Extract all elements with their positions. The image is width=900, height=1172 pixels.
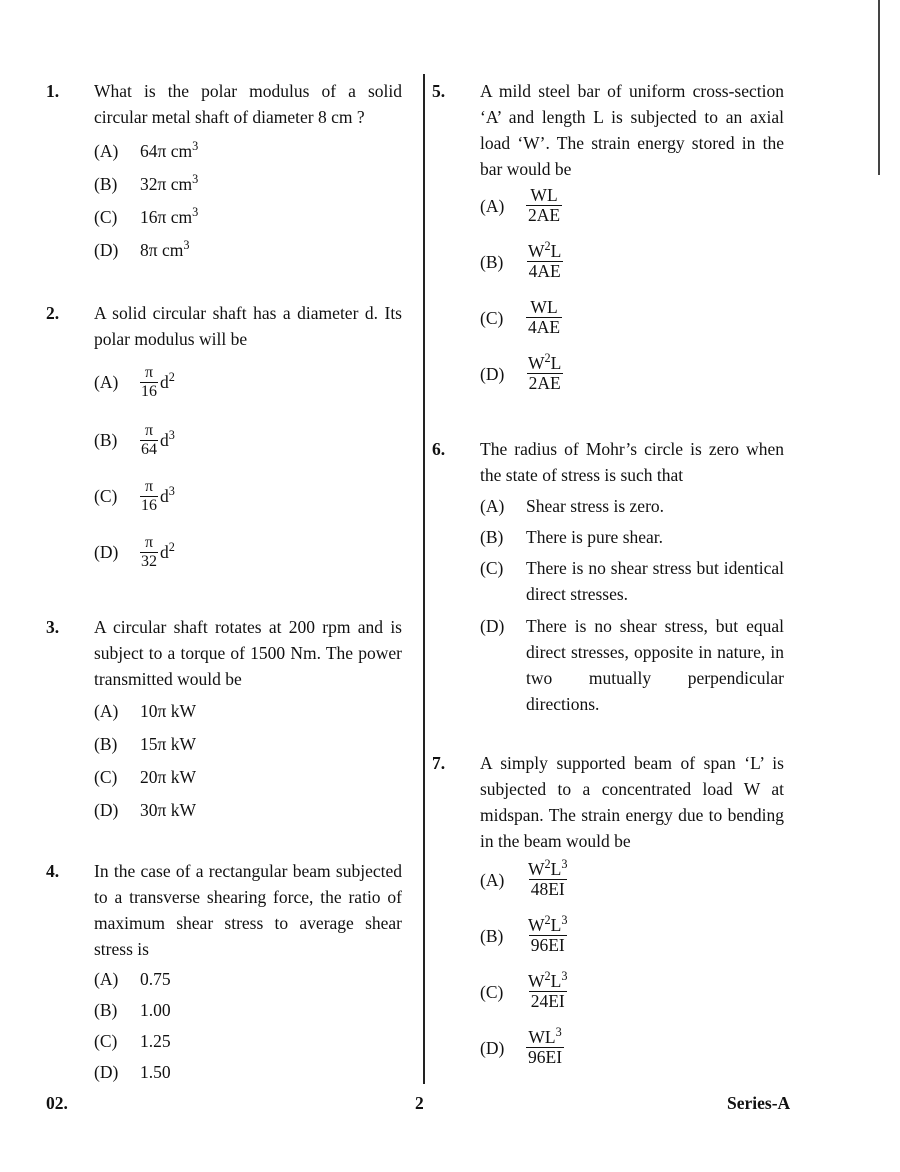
option-label: (C): [94, 767, 118, 787]
option-label: (B): [94, 174, 118, 194]
option-label: (B): [480, 251, 504, 272]
question-1: [46, 78, 402, 260]
option-a: [480, 186, 562, 226]
exam-code: 02.: [46, 1093, 68, 1113]
option-text: 1.25: [140, 1031, 171, 1051]
question-text: In the case of a rectangular beam subjected to a transverse shearing force, the ratio of maximum shear stress to average shear stress is: [94, 861, 402, 959]
option-text: 1.50: [140, 1062, 171, 1082]
option-text: 30π kW: [140, 800, 196, 820]
page-edge-line: [878, 0, 880, 175]
fraction: $\frac{\pi}{16}$: [141, 478, 157, 514]
question-text: What is the polar modulus of a solid circular metal shaft of diameter 8 cm ?: [94, 81, 402, 127]
option-text: 64π cm: [140, 141, 193, 161]
option-c: (C) $\frac{\pi}{16}$ $d^3$: [94, 478, 175, 514]
option-b: [94, 731, 196, 757]
option-b: [480, 239, 563, 282]
option-label: (A): [94, 141, 119, 161]
option-label: (D): [94, 1062, 119, 1082]
question-7: [432, 750, 784, 1068]
option-label: (D): [480, 616, 505, 636]
option-label: (B): [94, 1000, 118, 1020]
option-c: [480, 298, 562, 338]
option-label: (A): [94, 372, 119, 393]
option-a: [480, 493, 664, 519]
option-a: (A) $\frac{\pi}{16}$ $d^2$: [94, 364, 175, 400]
fraction: $\frac{WL}{2AE}$: [528, 185, 561, 226]
fraction: $\frac{WL^3}{96EI}$: [528, 1025, 563, 1068]
exponent: 3: [192, 205, 199, 220]
option-text: There is pure shear.: [526, 527, 664, 547]
question-number: 7.: [432, 753, 446, 773]
option-d: [94, 237, 189, 263]
option-text: 15π kW: [140, 734, 196, 754]
question-text: A simply supported beam of span ‘L’ is subjected to a concentrated load W at midspan. The strain energy due to bending in the beam would be: [480, 753, 784, 851]
question-number: 3.: [46, 617, 60, 637]
option-label: (B): [94, 734, 118, 754]
option-label: (B): [480, 527, 504, 547]
option-label: (A): [94, 701, 119, 721]
option-label: (C): [94, 486, 118, 507]
option-label: (C): [480, 981, 504, 1002]
option-text: 16π cm: [140, 207, 193, 227]
fraction: $\frac{\pi}{32}$: [141, 534, 157, 570]
option-d: [480, 613, 784, 717]
exponent: 3: [192, 172, 199, 187]
fraction: $\frac{WL}{4AE}$: [528, 297, 561, 338]
fraction: $\frac{W^2L^3}{96EI}$: [528, 913, 568, 956]
option-label: (D): [94, 800, 119, 820]
question-4: [46, 858, 402, 1082]
exponent: 3: [192, 139, 199, 154]
option-d: [94, 1059, 171, 1085]
option-a: [480, 857, 569, 900]
option-label: (D): [480, 1037, 505, 1058]
option-label: (B): [480, 925, 504, 946]
option-label: (C): [94, 1031, 118, 1051]
option-b: [94, 171, 198, 197]
fraction: $\frac{W^2L}{2AE}$: [528, 351, 562, 394]
option-label: (D): [94, 542, 119, 563]
question-3: [46, 614, 402, 820]
question-number: 1.: [46, 81, 60, 101]
option-label: (C): [480, 307, 504, 328]
option-c: [480, 555, 784, 607]
column-divider: [423, 74, 425, 1084]
option-text: There is no shear stress but identical direct stresses.: [526, 558, 784, 604]
option-b: [480, 524, 663, 550]
option-text: Shear stress is zero.: [526, 496, 665, 516]
option-text: 20π kW: [140, 767, 196, 787]
option-text: 10π kW: [140, 701, 196, 721]
question-text: The radius of Mohr’s circle is zero when the state of stress is such that: [480, 439, 784, 485]
option-d: [480, 351, 563, 394]
fraction: $\frac{\pi}{64}$: [141, 422, 157, 458]
option-label: (C): [94, 207, 118, 227]
question-number: 2.: [46, 303, 60, 323]
option-a: [94, 966, 171, 992]
question-number: 5.: [432, 81, 446, 101]
option-label: (B): [94, 430, 118, 451]
option-label: (A): [480, 195, 505, 216]
option-b: [480, 913, 569, 956]
fraction: $\frac{\pi}{16}$: [141, 364, 157, 400]
option-c: [480, 969, 569, 1012]
option-label: (A): [94, 969, 119, 989]
option-d: [94, 797, 196, 823]
option-text: 1.00: [140, 1000, 171, 1020]
option-a: [94, 138, 198, 164]
option-text: 0.75: [140, 969, 171, 989]
option-text: 32π cm: [140, 174, 193, 194]
page-number: 2: [415, 1093, 424, 1113]
option-label: (A): [480, 496, 505, 516]
option-d: (D) $\frac{\pi}{32}$ $d^2$: [94, 534, 175, 570]
question-5: [432, 78, 784, 394]
question-text: A mild steel bar of uniform cross-section ‘A’ and length L is subjected to an axial load ‘W’. The strain energy stored in the bar would be: [480, 81, 784, 179]
option-text: There is no shear stress, but equal direct stresses, opposite in nature, in two mutually perpendicular directions.: [526, 616, 784, 714]
question-text: A circular shaft rotates at 200 rpm and is subject to a torque of 1500 Nm. The power transmitted would be: [94, 617, 402, 689]
fraction: $\frac{W^2L^3}{24EI}$: [528, 969, 568, 1012]
fraction: $\frac{W^2L^3}{48EI}$: [528, 857, 568, 900]
fraction: $\frac{W^2L}{4AE}$: [528, 239, 562, 282]
option-b: (B) $\frac{\pi}{64}$ $d^3$: [94, 422, 175, 458]
question-text: A solid circular shaft has a diameter d. Its polar modulus will be: [94, 303, 402, 349]
option-c: [94, 1028, 171, 1054]
option-d: [480, 1025, 564, 1068]
option-b: [94, 997, 171, 1023]
series-label: Series-A: [727, 1093, 791, 1113]
option-c: [94, 204, 198, 230]
question-number: 4.: [46, 861, 60, 881]
option-label: (C): [480, 558, 504, 578]
option-label: (D): [480, 363, 505, 384]
question-6: [432, 436, 784, 714]
option-label: (D): [94, 240, 119, 260]
question-number: 6.: [432, 439, 446, 459]
exponent: 3: [183, 238, 190, 253]
option-text: 8π cm: [140, 240, 184, 260]
option-c: [94, 764, 196, 790]
question-2: [46, 300, 402, 570]
option-label: (A): [480, 869, 505, 890]
option-a: [94, 698, 196, 724]
